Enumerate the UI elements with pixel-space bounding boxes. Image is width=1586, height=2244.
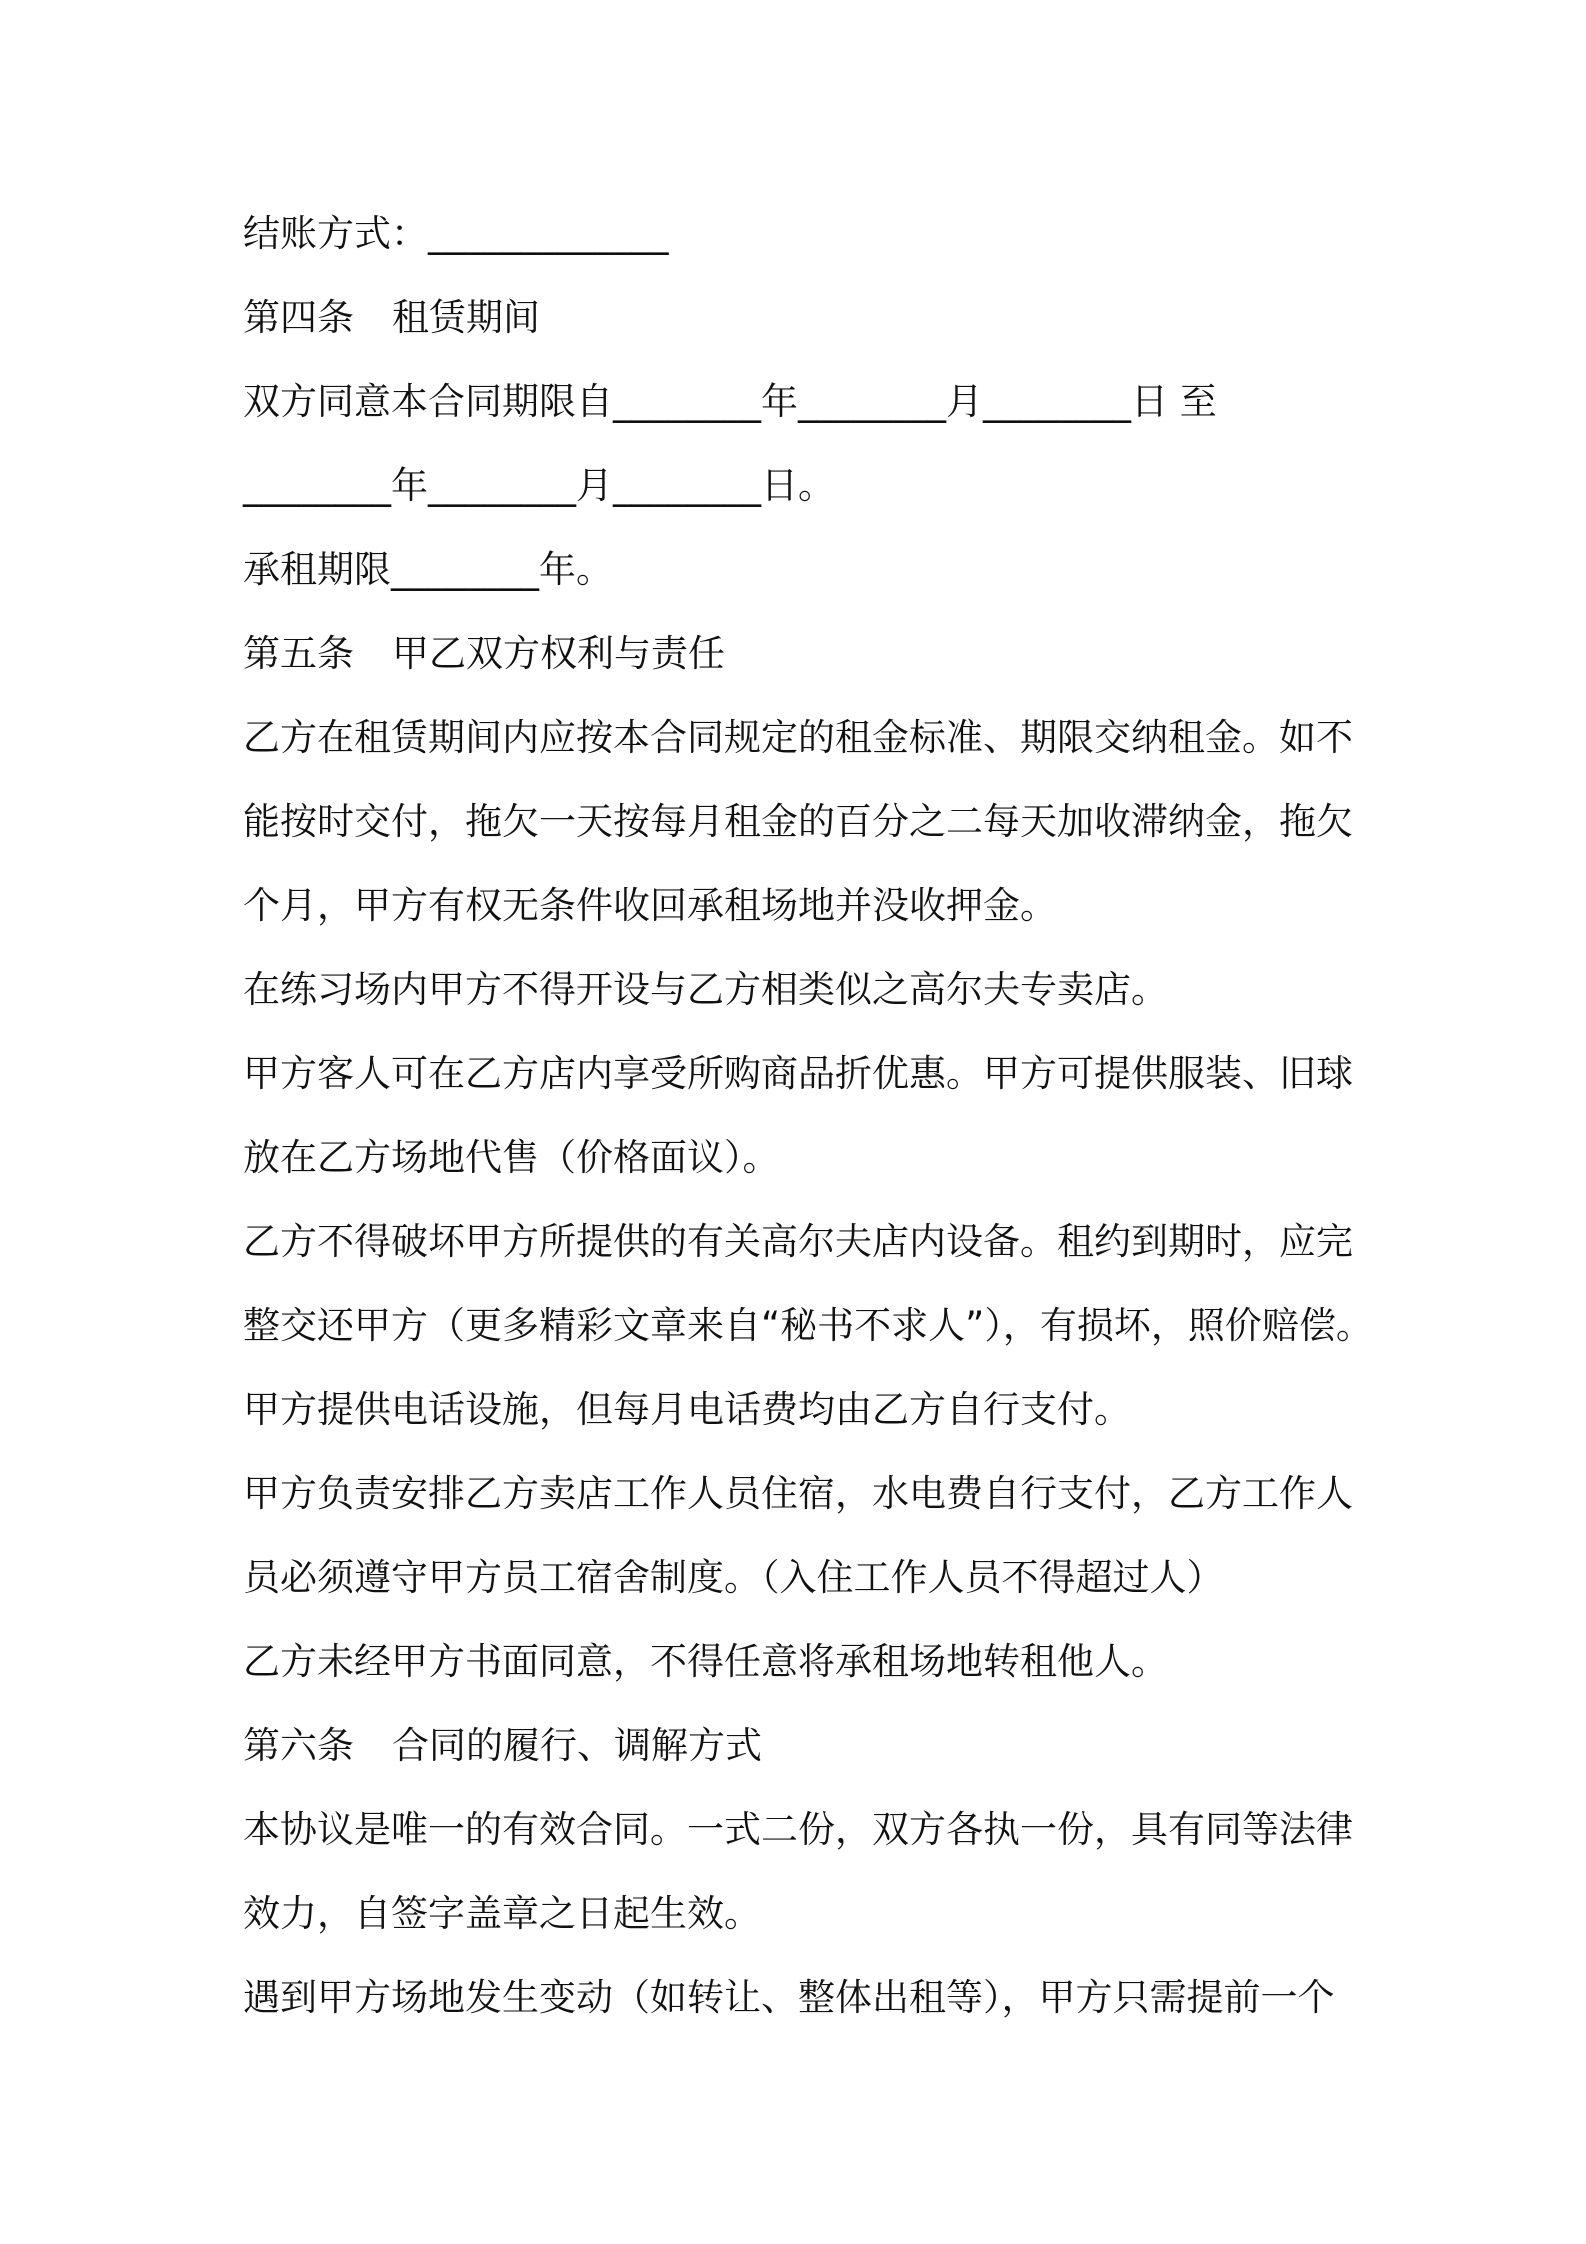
text-line: 结账方式：_____________	[243, 212, 669, 255]
text-line: 甲方客人可在乙方店内享受所购商品折优惠。甲方可提供服装、旧球	[243, 1052, 1353, 1095]
document-body	[243, 192, 1373, 2040]
section-heading-5	[243, 612, 1363, 696]
text-line: 能按时交付，拖欠一天按每月租金的百分之二每天加收滞纳金，拖欠	[243, 800, 1353, 843]
section-heading-6	[243, 1704, 1363, 1788]
text-line: 乙方未经甲方书面同意，不得任意将承租场地转租他人。	[243, 1640, 1168, 1683]
text-line: 个月，甲方有权无条件收回承租场地并没收押金。	[243, 884, 1057, 927]
text-line: 本协议是唯一的有效合同。一式二份，双方各执一份，具有同等法律	[243, 1808, 1353, 1851]
text-line: 在练习场内甲方不得开设与乙方相类似之高尔夫专卖店。	[243, 968, 1168, 1011]
section-number: 第六条	[243, 1724, 354, 1767]
text-line: 双方同意本合同期限自________年________月________日 至	[243, 380, 1217, 423]
text-line: 乙方不得破坏甲方所提供的有关高尔夫店内设备。租约到期时，应完	[243, 1220, 1353, 1263]
text-line: 甲方负责安排乙方卖店工作人员住宿，水电费自行支付，乙方工作人	[243, 1472, 1353, 1515]
section-title: 甲乙双方权利与责任	[392, 632, 725, 675]
section-number: 第五条	[243, 632, 354, 675]
text-line: ________年________月________日。	[243, 464, 835, 507]
section-title: 合同的履行、调解方式	[392, 1724, 762, 1767]
section-number: 第四条	[243, 296, 354, 339]
section-title: 租赁期间	[392, 296, 540, 339]
text-line: 员必须遵守甲方员工宿舍制度。（入住工作人员不得超过人）	[243, 1556, 1224, 1599]
text-line: 乙方在租赁期间内应按本合同规定的租金标准、期限交纳租金。如不	[243, 716, 1353, 759]
text-line: 效力，自签字盖章之日起生效。	[243, 1892, 761, 1935]
text-line: 遇到甲方场地发生变动（如转让、整体出租等），甲方只需提前一个	[243, 1976, 1335, 2019]
text-line: 整交还甲方（更多精彩文章来自“秘书不求人”），有损坏，照价赔偿。	[243, 1304, 1373, 1347]
text-line: 承租期限________年。	[243, 548, 613, 591]
text-line: 放在乙方场地代售（价格面议）。	[243, 1136, 780, 1179]
section-heading-4	[243, 276, 1363, 360]
text-line: 甲方提供电话设施，但每月电话费均由乙方自行支付。	[243, 1388, 1131, 1431]
